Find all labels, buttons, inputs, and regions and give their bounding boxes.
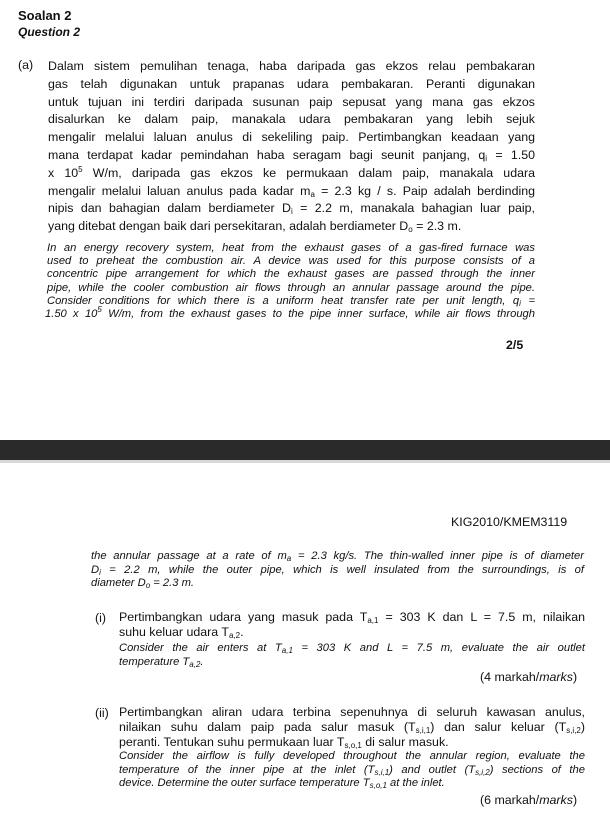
part-ii-marks: (6 markah/marks): [480, 793, 578, 807]
malay-line: suhu keluar udara $T_{a,2}$.: [119, 625, 244, 641]
english-line: temperature of the inner pipe at the inlet $(T_{s,i,1})$ and outlet $(T_{s,i,2})$ sections of the: [119, 763, 585, 777]
english-line: pipe, while the cooler combustion air flows through an annular passage around the pipe.: [47, 281, 535, 294]
english-line: diameter $D_o = 2.3$ m.: [91, 577, 195, 590]
part-i-label: (i): [95, 611, 107, 625]
malay-line: x $10^5$ W/m, daripada gas ekzos ke permukaan dalam paip, manakala udara: [48, 164, 536, 180]
page-divider: [0, 440, 610, 460]
english-line: In an energy recovery system, heat from the exhaust gases of a gas-fired furnace was: [47, 242, 535, 254]
malay-line: untuk tujuan ini terdiri daripada susunan paip sepusat yang mana gas ekzos: [48, 94, 535, 109]
part-a-english-text: [47, 242, 535, 308]
malay-line: Dalam sistem pemulihan tenaga, haba daripada gas ekzos relau pembakaran: [48, 59, 535, 73]
page-number: 2/5: [506, 338, 524, 352]
english-line: temperature $T_{a,2}$.: [119, 655, 204, 669]
english-line: device. Determine the outer surface temperature $T_{s,o,1}$ at the inlet.: [119, 777, 445, 791]
malay-line: mengalir melalui laluan anulus di sekeliling paip. Pertimbangkan keadaan yang: [48, 130, 535, 145]
part-a-malay-text: [48, 58, 535, 236]
malay-line: nilaikan suhu dalam paip pada salur masuk $(T_{s,i,1})$ dan salur keluar $(T_{s,i,2})$: [119, 720, 585, 736]
part-i-english-text: [119, 642, 585, 669]
part-i-marks: (4 markah/marks): [480, 670, 578, 684]
malay-line: gas telah digunakan untuk prapanas udara pembakaran. Peranti digunakan: [48, 76, 535, 91]
malay-line: mengalir melalui laluan anulus pada kadar $m_a = 2.3$ kg / s. Paip adalah berdinding: [48, 183, 535, 199]
english-line: Consider conditions for which there is a uniform heat transfer rate per unit length, $q_i$ =: [47, 294, 535, 308]
english-line: $D_i = 2.2$ m, while the outer pipe, which is well insulated from the surroundings, is of: [91, 563, 584, 577]
question-heading: Question 2: [18, 25, 81, 39]
part-a-label: (a): [18, 58, 34, 72]
part-a-english-last-line: [45, 305, 535, 321]
malay-line: disalurkan ke dalam paip, manakala udara pembakaran yang lebih sejuk: [48, 112, 535, 127]
english-line: the annular passage at a rate of $m_a = 2.3$ kg/s. The thin-walled inner pipe is of diameter: [91, 550, 584, 563]
malay-line: Pertimbangkan aliran udara terbina sepenuhnya di seluruh kawasan anulus,: [119, 705, 585, 719]
english-line: used to preheat the combustion air. A device was used for this purpose consists of a: [47, 255, 535, 268]
malay-line: nipis dan bahagian dalam berdiameter $D_i = 2.2$ m, manakala bahagian luar paip,: [48, 201, 535, 217]
part-ii-english-text: [119, 750, 585, 791]
soalan-heading: Soalan 2: [18, 8, 72, 23]
english-line: Consider the airflow is fully developed throughout the annular region, evaluate the: [119, 750, 585, 762]
english-line: Consider the air enters at $T_{a,1} = 303$ K and L = 7.5 m, evaluate the air outlet: [119, 642, 585, 655]
malay-line: mana terdapat kadar pemindahan haba seragam bagi seunit panjang, $q_i = 1.50$: [48, 147, 535, 163]
part-ii-label: (ii): [95, 706, 109, 720]
english-line: 1.50 x $10^5$ W/m, from the exhaust gases to the pipe inner surface, while air flows through: [45, 305, 535, 320]
malay-line: yang ditebat dengan baik dari persekitaran, adalah berdiameter $D_o = 2.3$ m.: [48, 219, 462, 235]
english-line: concentric pipe arrangement for which the exhaust gases are passed through the inner: [47, 268, 535, 281]
part-i-malay-text: [119, 610, 585, 640]
course-code: KIG2010/KMEM3119: [451, 515, 568, 529]
page-divider-shadow: [0, 460, 610, 463]
malay-line: Pertimbangkan udara yang masuk pada $T_{a,1} = 303$ K dan L = 7.5 m, nilaikan: [119, 610, 585, 625]
continuation-text: [91, 550, 584, 591]
part-ii-malay-text: [119, 705, 585, 751]
malay-line: peranti. Tentukan suhu permukaan luar $T_{s,o,1}$ di salur masuk.: [119, 735, 449, 751]
